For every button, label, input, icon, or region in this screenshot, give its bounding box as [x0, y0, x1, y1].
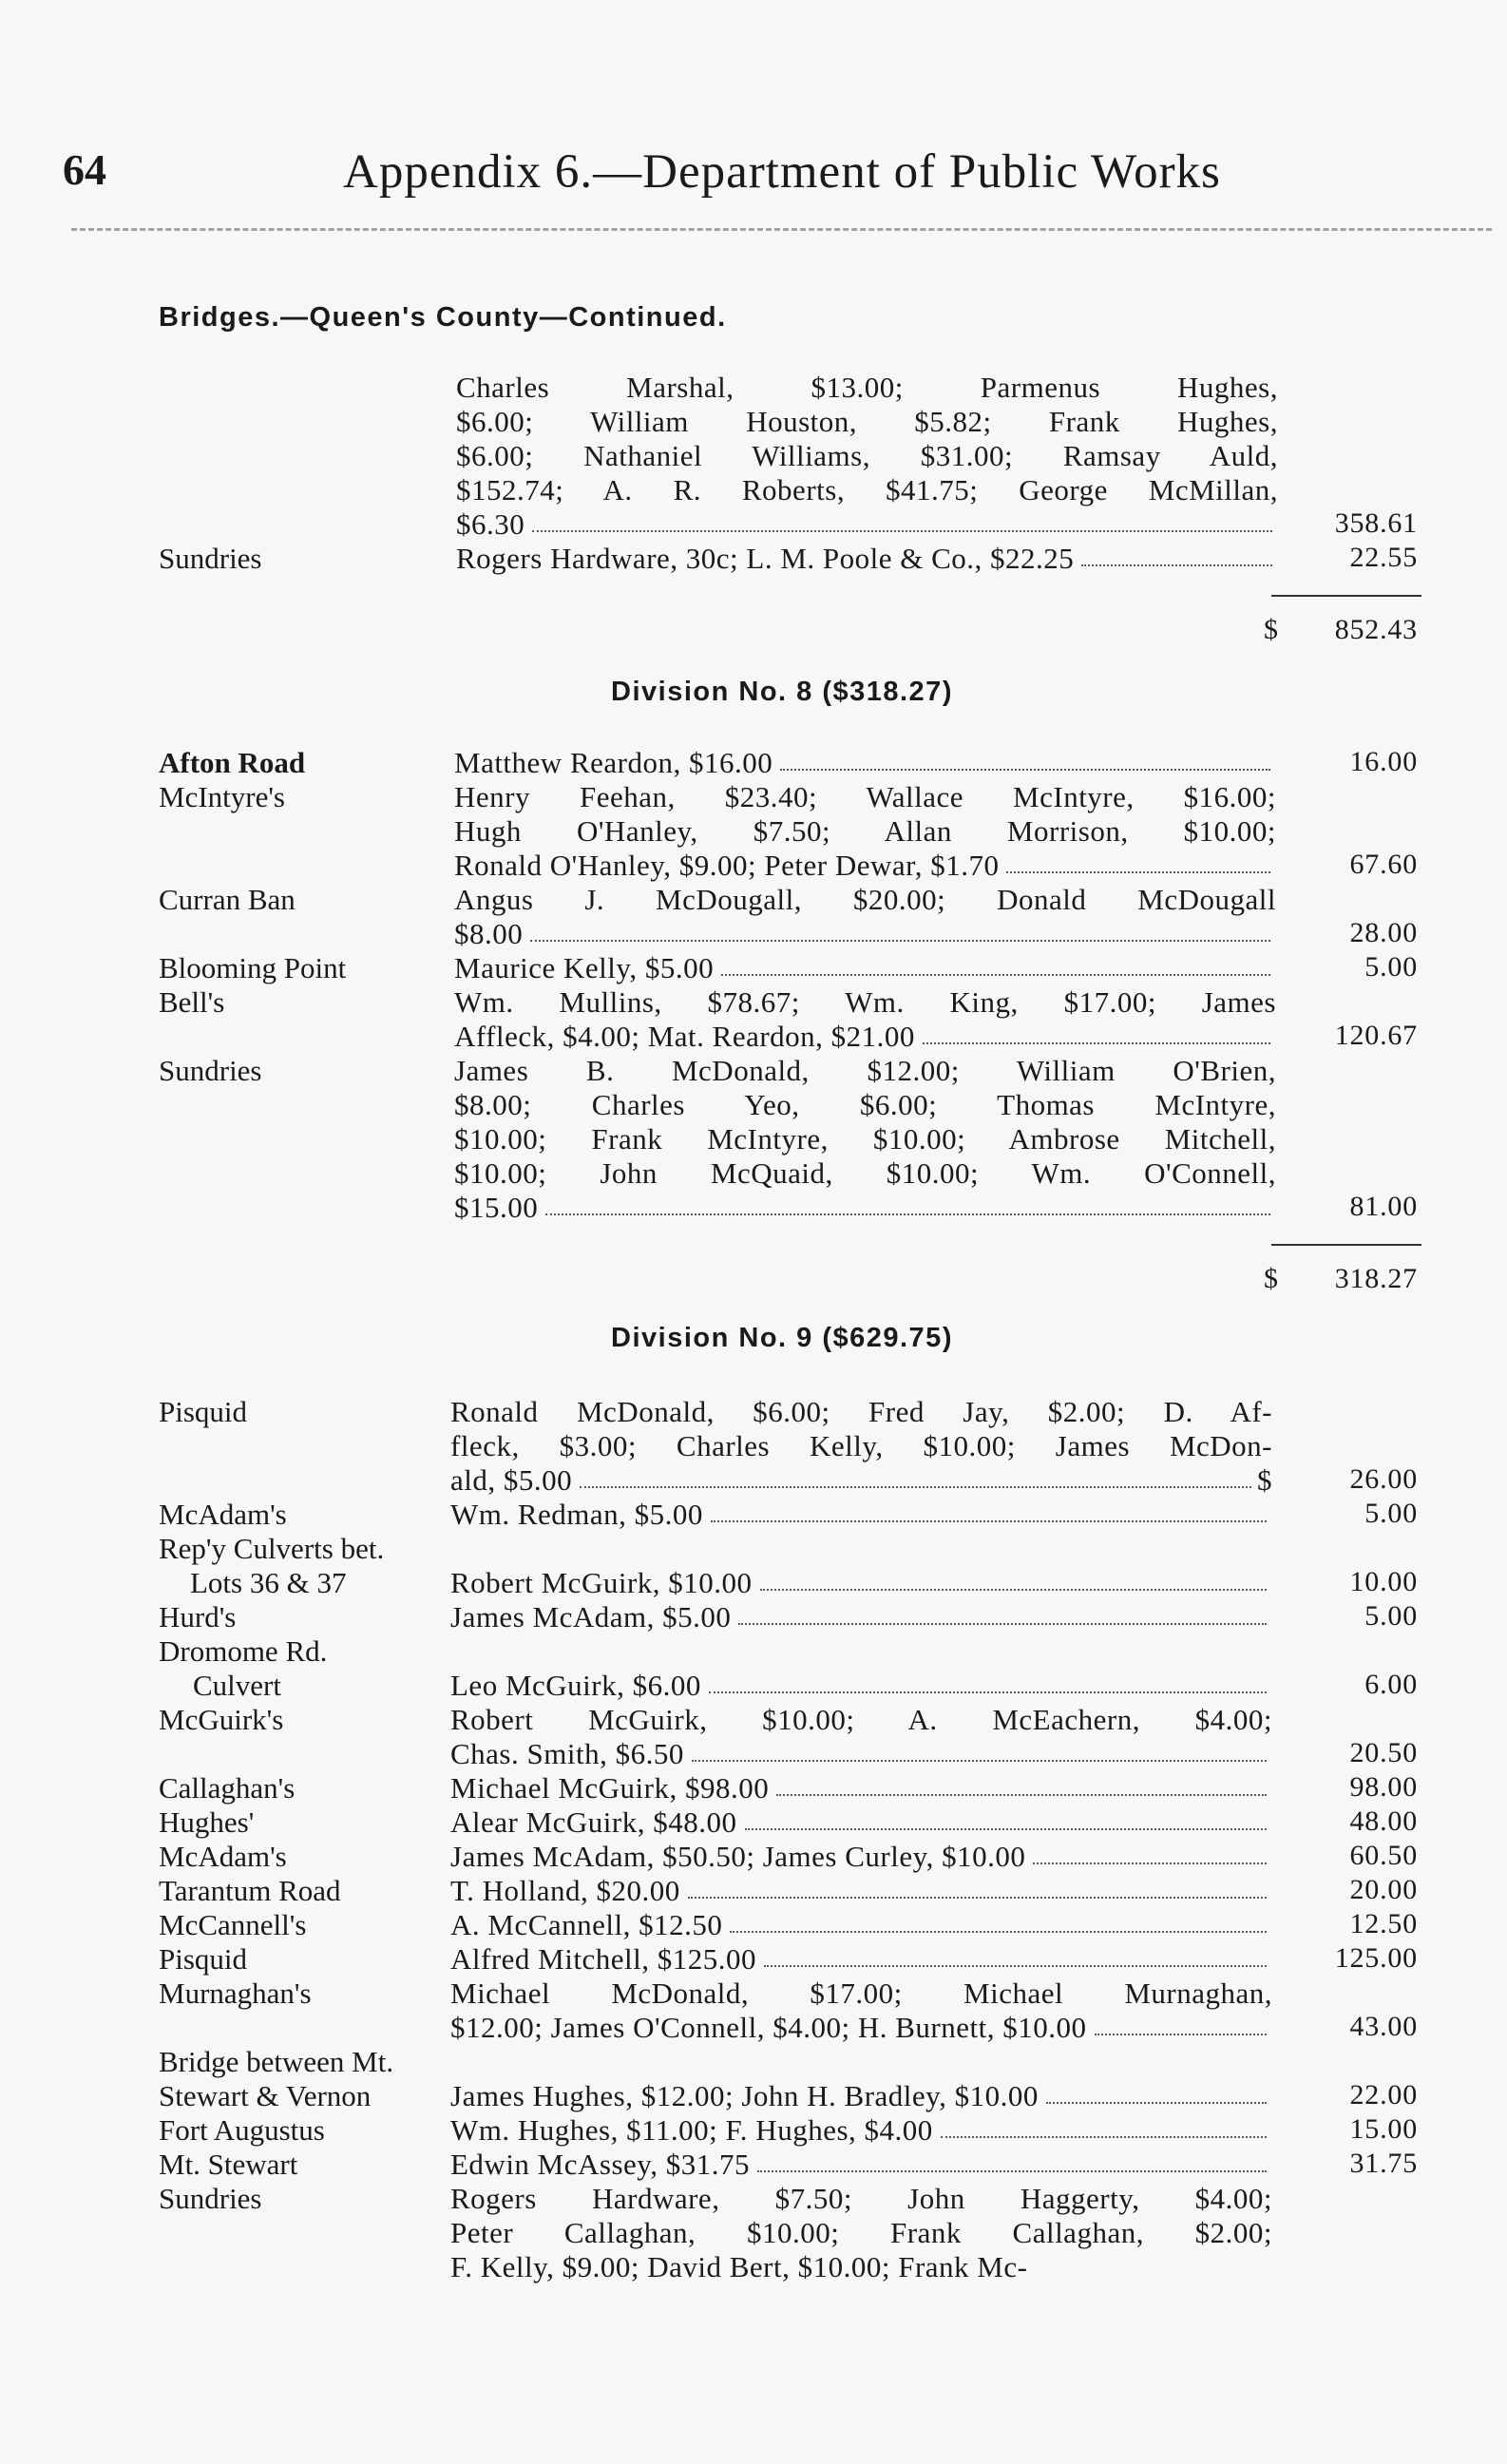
description-text: Leo McGuirk, $6.00: [450, 1669, 701, 1702]
description-line: Angus J. McDougall, $20.00; Donald McDougall: [454, 883, 1276, 916]
description-line: Charles Marshal, $13.00; Parmenus Hughes,: [456, 371, 1278, 404]
description-line: [450, 1874, 1272, 1908]
leader-dots: [580, 1463, 1251, 1488]
row-amount: 22.55: [1349, 542, 1418, 573]
leader-dots: [730, 1908, 1267, 1933]
description-line: $8.00; Charles Yeo, $6.00; Thomas McIntyre,: [454, 1088, 1276, 1121]
row-description: [450, 1669, 1272, 1703]
leader-dots: [1046, 2079, 1267, 2104]
total-amount: 318.27: [1334, 1263, 1418, 1294]
total-currency: $: [1264, 614, 1278, 645]
row-description: [456, 371, 1278, 542]
row-description: [454, 746, 1276, 780]
header-rule: [71, 228, 1492, 231]
description-line: [450, 2011, 1272, 2045]
row-description: [450, 2182, 1272, 2284]
row-description: [450, 1942, 1272, 1977]
row-amount: 22.00: [1349, 2079, 1418, 2111]
row-amount: 98.00: [1349, 1771, 1418, 1803]
description-line: [454, 1020, 1276, 1054]
description-text: Chas. Smith, $6.50: [450, 1737, 684, 1770]
leader-dots: [1033, 1840, 1267, 1864]
description-text: James McAdam, $5.00: [450, 1600, 732, 1633]
row-location: Curran Ban: [159, 883, 296, 916]
leader-dots: [688, 1874, 1267, 1899]
description-line: Hugh O'Hanley, $7.50; Allan Morrison, $10.00;: [454, 814, 1276, 848]
row-description: [450, 2148, 1272, 2182]
row-location: Sundries: [159, 542, 262, 575]
description-text: Maurice Kelly, $5.00: [454, 951, 715, 984]
description-line: Henry Feehan, $23.40; Wallace McIntyre, $16.00;: [454, 780, 1276, 813]
row-amount: 5.00: [1364, 1600, 1418, 1632]
description-text: Rogers Hardware, 30c; L. M. Poole & Co., $22.25: [456, 542, 1075, 575]
description-line: [450, 1463, 1272, 1498]
leader-dots: [780, 746, 1270, 771]
row-description: [450, 1874, 1272, 1908]
description-line: [450, 1669, 1272, 1703]
description-line: [450, 1600, 1272, 1634]
leader-dots: [1006, 849, 1270, 873]
row-location: Pisquid: [159, 1395, 248, 1428]
row-amount: 20.00: [1349, 1874, 1418, 1905]
leader-dots: [1081, 542, 1272, 566]
description-line: [454, 951, 1276, 985]
leader-dots: [709, 1669, 1267, 1693]
description-text: Matthew Reardon, $16.00: [454, 746, 773, 779]
row-description: [450, 1908, 1272, 1942]
leader-dots: [1095, 2011, 1268, 2035]
description-line: [450, 1737, 1272, 1771]
row-location: Callaghan's: [159, 1771, 296, 1805]
row-amount: 125.00: [1334, 1942, 1418, 1974]
description-line: Michael McDonald, $17.00; Michael Murnaghan,: [450, 1977, 1272, 2010]
description-text: $15.00: [454, 1191, 539, 1224]
row-location: Bell's: [159, 985, 225, 1019]
row-amount: 15.00: [1349, 2113, 1418, 2145]
row-description: [450, 1498, 1272, 1532]
row-description: [450, 1703, 1272, 1771]
row-location: Blooming Point: [159, 951, 347, 984]
page-number: 64: [63, 145, 106, 194]
row-description: [450, 1600, 1272, 1634]
row-amount: 20.50: [1349, 1737, 1418, 1768]
description-text: Ronald O'Hanley, $9.00; Peter Dewar, $1.70: [454, 849, 1000, 882]
description-text: $8.00: [454, 917, 524, 950]
row-location: Sundries: [159, 1054, 262, 1087]
leader-dots: [941, 2113, 1267, 2138]
leader-dots: [757, 2148, 1267, 2172]
row-location: McGuirk's: [159, 1703, 284, 1736]
row-location: Sundries: [159, 2182, 262, 2215]
leader-dots: [776, 1771, 1267, 1796]
leader-dots: [545, 1191, 1270, 1215]
description-line: $6.00; William Houston, $5.82; Frank Hughes,: [456, 405, 1278, 438]
row-location: Hughes': [159, 1805, 255, 1839]
page-title: Appendix 6.—Department of Public Works: [343, 145, 1221, 199]
row-location: Hurd's: [159, 1600, 237, 1633]
row-location: McIntyre's: [159, 780, 285, 813]
description-text: Alfred Mitchell, $125.00: [450, 1942, 756, 1976]
description-line: [454, 1191, 1276, 1225]
description-line: Peter Callaghan, $10.00; Frank Callaghan, $2.00;: [450, 2216, 1272, 2249]
leader-dots: [692, 1737, 1267, 1762]
division-heading: Division No. 9 ($629.75): [611, 1323, 953, 1353]
row-description: [450, 1771, 1272, 1805]
description-line: fleck, $3.00; Charles Kelly, $10.00; James McDon-: [450, 1429, 1272, 1462]
row-location: McAdam's: [159, 1498, 287, 1531]
row-amount: 43.00: [1349, 2011, 1418, 2042]
row-description: [456, 542, 1278, 576]
row-amount: 26.00: [1349, 1463, 1418, 1495]
description-text: $12.00; James O'Connell, $4.00; H. Burnett, $10.00: [450, 2011, 1087, 2044]
row-location: Afton Road: [159, 746, 306, 779]
row-description: [450, 1566, 1272, 1600]
description-text: T. Holland, $20.00: [450, 1874, 680, 1907]
description-line: [450, 1908, 1272, 1942]
description-line: [450, 1498, 1272, 1532]
row-location: Fort Augustus: [159, 2113, 325, 2147]
row-description: [454, 985, 1276, 1054]
row-location: Lots 36 & 37: [190, 1566, 347, 1599]
row-amount: 28.00: [1349, 917, 1418, 948]
description-text: James Hughes, $12.00; John H. Bradley, $10.00: [450, 2079, 1039, 2112]
description-line: [456, 542, 1278, 576]
row-location: Culvert: [193, 1669, 281, 1702]
row-description: [450, 1840, 1272, 1874]
description-line: [450, 1566, 1272, 1600]
row-location: Dromome Rd.: [159, 1634, 328, 1668]
description-text: Edwin McAssey, $31.75: [450, 2148, 751, 2181]
row-amount: 67.60: [1349, 849, 1418, 880]
description-line: [454, 917, 1276, 951]
row-description: [450, 1805, 1272, 1840]
description-line: [450, 2113, 1272, 2148]
description-line: [450, 2148, 1272, 2182]
description-text: Michael McGuirk, $98.00: [450, 1771, 770, 1805]
row-location: Tarantum Road: [159, 1874, 341, 1907]
leader-dots: [745, 1805, 1268, 1830]
row-description: [450, 1395, 1272, 1498]
row-location: Bridge between Mt.: [159, 2045, 394, 2078]
description-line: Rogers Hardware, $7.50; John Haggerty, $4.00;: [450, 2182, 1272, 2215]
description-line: F. Kelly, $9.00; David Bert, $10.00; Frank Mc-: [450, 2250, 1028, 2283]
row-amount: 12.50: [1349, 1908, 1418, 1939]
row-amount: 120.67: [1334, 1020, 1418, 1051]
row-description: [454, 1054, 1276, 1225]
description-text: Alear McGuirk, $48.00: [450, 1805, 737, 1839]
row-amount: 48.00: [1349, 1805, 1418, 1837]
description-line: [456, 507, 1278, 542]
row-location: Pisquid: [159, 1942, 248, 1976]
leader-dots: [530, 917, 1270, 942]
description-line: [450, 1840, 1272, 1874]
row-amount: 6.00: [1364, 1669, 1418, 1700]
row-amount: 31.75: [1349, 2148, 1418, 2179]
leader-dots: [738, 1600, 1267, 1625]
row-description: [454, 951, 1276, 985]
leader-dots: [532, 507, 1272, 532]
row-description: [450, 2079, 1272, 2113]
description-line: [450, 2079, 1272, 2113]
description-line: [450, 1771, 1272, 1805]
description-line: Wm. Mullins, $78.67; Wm. King, $17.00; James: [454, 985, 1276, 1019]
description-line: $6.00; Nathaniel Williams, $31.00; Ramsay Auld,: [456, 439, 1278, 472]
row-amount: 358.61: [1334, 507, 1418, 539]
description-text: James McAdam, $50.50; James Curley, $10.00: [450, 1840, 1026, 1873]
description-line: $152.74; A. R. Roberts, $41.75; George McMillan,: [456, 473, 1278, 506]
row-location: Murnaghan's: [159, 1977, 312, 2010]
total-rule: [1271, 1244, 1421, 1246]
description-line: [450, 1805, 1272, 1840]
description-line: [450, 1942, 1272, 1977]
leader-dots: [923, 1020, 1270, 1044]
description-line: [454, 849, 1276, 883]
description-line: Robert McGuirk, $10.00; A. McEachern, $4.00;: [450, 1703, 1272, 1736]
description-text: Wm. Hughes, $11.00; F. Hughes, $4.00: [450, 2113, 933, 2147]
row-description: [450, 2113, 1272, 2148]
description-text: $6.30: [456, 507, 525, 541]
section-heading: Bridges.—Queen's County—Continued.: [159, 302, 727, 333]
leader-dots: [760, 1566, 1267, 1591]
division-heading: Division No. 8 ($318.27): [611, 677, 953, 707]
page-header: [63, 144, 1488, 211]
row-amount: 10.00: [1349, 1566, 1418, 1597]
description-text: Affleck, $4.00; Mat. Reardon, $21.00: [454, 1020, 915, 1053]
description-line: [454, 746, 1276, 780]
description-line: $10.00; Frank McIntyre, $10.00; Ambrose Mitchell,: [454, 1122, 1276, 1156]
end-mark: $: [1257, 1463, 1272, 1497]
row-amount: 60.50: [1349, 1840, 1418, 1871]
leader-dots: [764, 1942, 1267, 1967]
row-location: Stewart & Vernon: [159, 2079, 372, 2112]
description-text: A. McCannell, $12.50: [450, 1908, 723, 1941]
description-text: Wm. Redman, $5.00: [450, 1498, 703, 1531]
row-location: McCannell's: [159, 1908, 307, 1941]
row-description: [454, 780, 1276, 883]
description-line: James B. McDonald, $12.00; William O'Brien,: [454, 1054, 1276, 1087]
leader-dots: [721, 951, 1270, 976]
description-line: Ronald McDonald, $6.00; Fred Jay, $2.00; D. Af-: [450, 1395, 1272, 1428]
row-amount: 5.00: [1364, 1498, 1418, 1529]
description-text: Robert McGuirk, $10.00: [450, 1566, 753, 1599]
total-amount: 852.43: [1334, 614, 1418, 645]
row-amount: 5.00: [1364, 951, 1418, 983]
row-location: Mt. Stewart: [159, 2148, 298, 2181]
row-description: [454, 883, 1276, 951]
description-text: ald, $5.00: [450, 1463, 573, 1497]
total-rule: [1271, 595, 1421, 597]
row-amount: 81.00: [1349, 1191, 1418, 1222]
row-description: [450, 1977, 1272, 2045]
leader-dots: [711, 1498, 1267, 1522]
description-line: $10.00; John McQuaid, $10.00; Wm. O'Connell,: [454, 1156, 1276, 1190]
row-location: McAdam's: [159, 1840, 287, 1873]
row-amount: 16.00: [1349, 746, 1418, 777]
total-currency: $: [1264, 1263, 1278, 1294]
row-location: Rep'y Culverts bet.: [159, 1532, 385, 1565]
